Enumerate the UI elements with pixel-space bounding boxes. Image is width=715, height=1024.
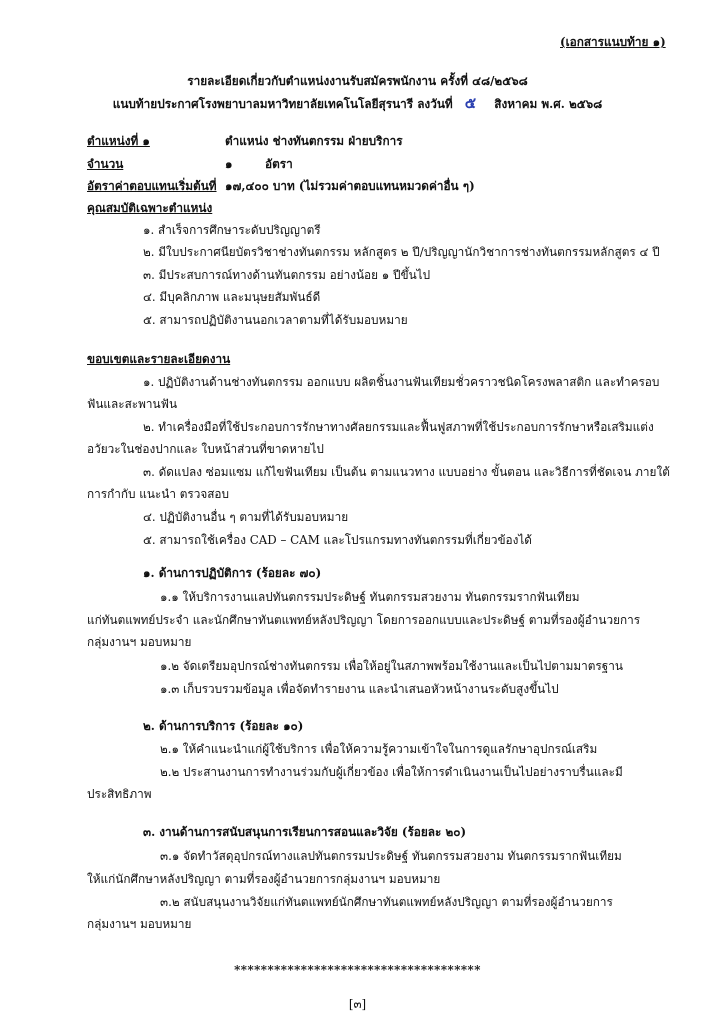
- section-3-heading: ๓. งานด้านการสนับสนุนการเรียนการสอนและวิจัย (ร้อยละ ๒๐): [143, 825, 467, 839]
- qualification-item: ๓. มีประสบการณ์ทางด้านทันตกรรม อย่างน้อย ๑ ปีขึ้นไป: [143, 268, 431, 282]
- section-3-item-2-line2: กลุ่มงานฯ มอบหมาย: [87, 917, 192, 931]
- section-1-item-3: ๑.๓ เก็บรวบรวมข้อมูล เพื่อจัดทำรายงาน และนำเสนอหัวหน้างานระดับสูงขึ้นไป: [160, 682, 559, 696]
- section-1-item-2: ๑.๒ จัดเตรียมอุปกรณ์ช่างทันตกรรม เพื่อให้อยู่ในสภาพพร้อมใช้งานและเป็นไปตามมาตรฐาน: [160, 659, 623, 673]
- qualifications-heading: คุณสมบัติเฉพาะตำแหน่ง: [87, 201, 213, 215]
- section-1-item-1-line1: ๑.๑ ให้บริการงานแลปทันตกรรมประดิษฐ์ ทันตกรรมสวยงาม ทันตกรรมรากฟันเทียม: [160, 590, 580, 604]
- section-1-heading: ๑. ด้านการปฏิบัติการ (ร้อยละ ๗๐): [143, 566, 322, 580]
- attachment-label: (เอกสารแนบท้าย ๑): [560, 35, 666, 49]
- section-2-item-1: ๒.๑ ให้คำแนะนำแก่ผู้ใช้บริการ เพื่อให้ความรู้ความเข้าใจในการดูแลรักษาอุปกรณ์เสริม: [160, 742, 598, 756]
- scope-item-2-line1: ๒. ทำเครื่องมือที่ใช้ประกอบการรักษาทางศัลยกรรมและฟื้นฟูสภาพที่ใช้ประกอบการรักษาหรือเสริมแต่ง: [143, 420, 654, 434]
- page-number: [๓]: [348, 997, 367, 1011]
- title-line2-prefix: แนบท้ายประกาศโรงพยาบาลมหาวิทยาลัยเทคโนโลยีสุรนารี ลงวันที่: [112, 97, 453, 111]
- section-3-item-1-line2: ให้แก่นักศึกษาหลังปริญญา ตามที่รองผู้อำนวยการกลุ่มงานฯ มอบหมาย: [87, 872, 441, 886]
- scope-item-4: ๔. ปฏิบัติงานอื่น ๆ ตามที่ได้รับมอบหมาย: [143, 510, 349, 524]
- scope-item-3-line1: ๓. ดัดแปลง ซ่อมแซม แก้ไขฟันเทียม เป็นต้น ตามแนวทาง แบบอย่าง ขั้นตอน และวิธีการที่ชัดเจน ภายใต้: [143, 465, 670, 479]
- section-1-item-1-line2: แก่ทันตแพทย์ประจำ และนักศึกษาทันตแพทย์หลังปริญญา โดยการออกแบบและประดิษฐ์ ตามที่รองผู้อำนวยการ: [87, 613, 641, 627]
- qualification-item: ๑. สำเร็จการศึกษาระดับปริญญาตรี: [143, 223, 321, 237]
- section-1-item-1-line3: กลุ่มงานฯ มอบหมาย: [87, 635, 192, 649]
- section-3-item-2-line1: ๓.๒ สนับสนุนงานวิจัยแก่ทันตแพทย์นักศึกษาทันตแพทย์หลังปริญญา ตามที่รองผู้อำนวยการ: [160, 895, 613, 909]
- scope-item-3-line2: การกำกับ แนะนำ ตรวจสอบ: [87, 487, 230, 501]
- section-2-item-2-line1: ๒.๒ ประสานงานการทำงานร่วมกับผู้เกี่ยวข้อง เพื่อให้การดำเนินงานเป็นไปอย่างราบรื่นและมี: [160, 765, 623, 779]
- qualification-item: ๒. มีใบประกาศนียบัตรวิชาช่างทันตกรรม หลักสูตร ๒ ปี/ปริญญานักวิชาการช่างทันตกรรมหลักสูตร ๔ ปี: [143, 245, 660, 259]
- qualification-item: ๔. มีบุคลิกภาพ และมนุษยสัมพันธ์ดี: [143, 290, 321, 304]
- scope-item-2-line2: อวัยวะในช่องปากและ ใบหน้าส่วนที่ขาดหายไป: [87, 442, 324, 456]
- salary-value: ๑๗,๔๐๐ บาท (ไม่รวมค่าตอบแทนหมวดค่าอื่น ๆ): [225, 179, 475, 193]
- count-number: ๑: [225, 157, 233, 171]
- count-label: จำนวน: [87, 157, 124, 171]
- salary-label: อัตราค่าตอบแทนเริ่มต้นที่: [87, 179, 217, 193]
- position-value: ตำแหน่ง ช่างทันตกรรม ฝ่ายบริการ: [225, 134, 403, 148]
- scope-item-1-line1: ๑. ปฏิบัติงานด้านช่างทันตกรรม ออกแบบ ผลิตชิ้นงานฟันเทียมชั่วคราวชนิดโครงพลาสติก และทำครอบ: [143, 375, 660, 389]
- section-3-item-1-line1: ๓.๑ จัดทำวัสดุอุปกรณ์ทางแลปทันตกรรมประดิษฐ์ ทันตกรรมสวยงาม ทันตกรรมรากฟันเทียม: [160, 849, 622, 863]
- document-title-line1: รายละเอียดเกี่ยวกับตำแหน่งงานรับสมัครพนักงาน ครั้งที่ ๔๘/๒๕๖๘: [187, 74, 528, 88]
- section-2-item-2-line2: ประสิทธิภาพ: [87, 787, 152, 801]
- section-2-heading: ๒. ด้านการบริการ (ร้อยละ ๑๐): [143, 719, 304, 733]
- divider-asterisks: *************************************: [234, 963, 481, 977]
- scope-item-5: ๕. สามารถใช้เครื่อง CAD – CAM และโปรแกรมทางทันตกรรมที่เกี่ยวข้องได้: [143, 533, 532, 547]
- handwritten-day: ๕: [464, 94, 477, 112]
- title-line2-suffix: สิงหาคม พ.ศ. ๒๕๖๘: [494, 97, 603, 111]
- qualification-item: ๕. สามารถปฏิบัติงานนอกเวลาตามที่ได้รับมอบหมาย: [143, 313, 408, 327]
- scope-item-1-line2: ฟันและสะพานฟัน: [87, 397, 178, 411]
- document-title-line2: [0, 95, 715, 112]
- count-unit: อัตรา: [265, 157, 293, 171]
- scope-heading: ขอบเขตและรายละเอียดงาน: [87, 352, 231, 366]
- position-label: ตำแหน่งที่ ๑: [87, 134, 150, 148]
